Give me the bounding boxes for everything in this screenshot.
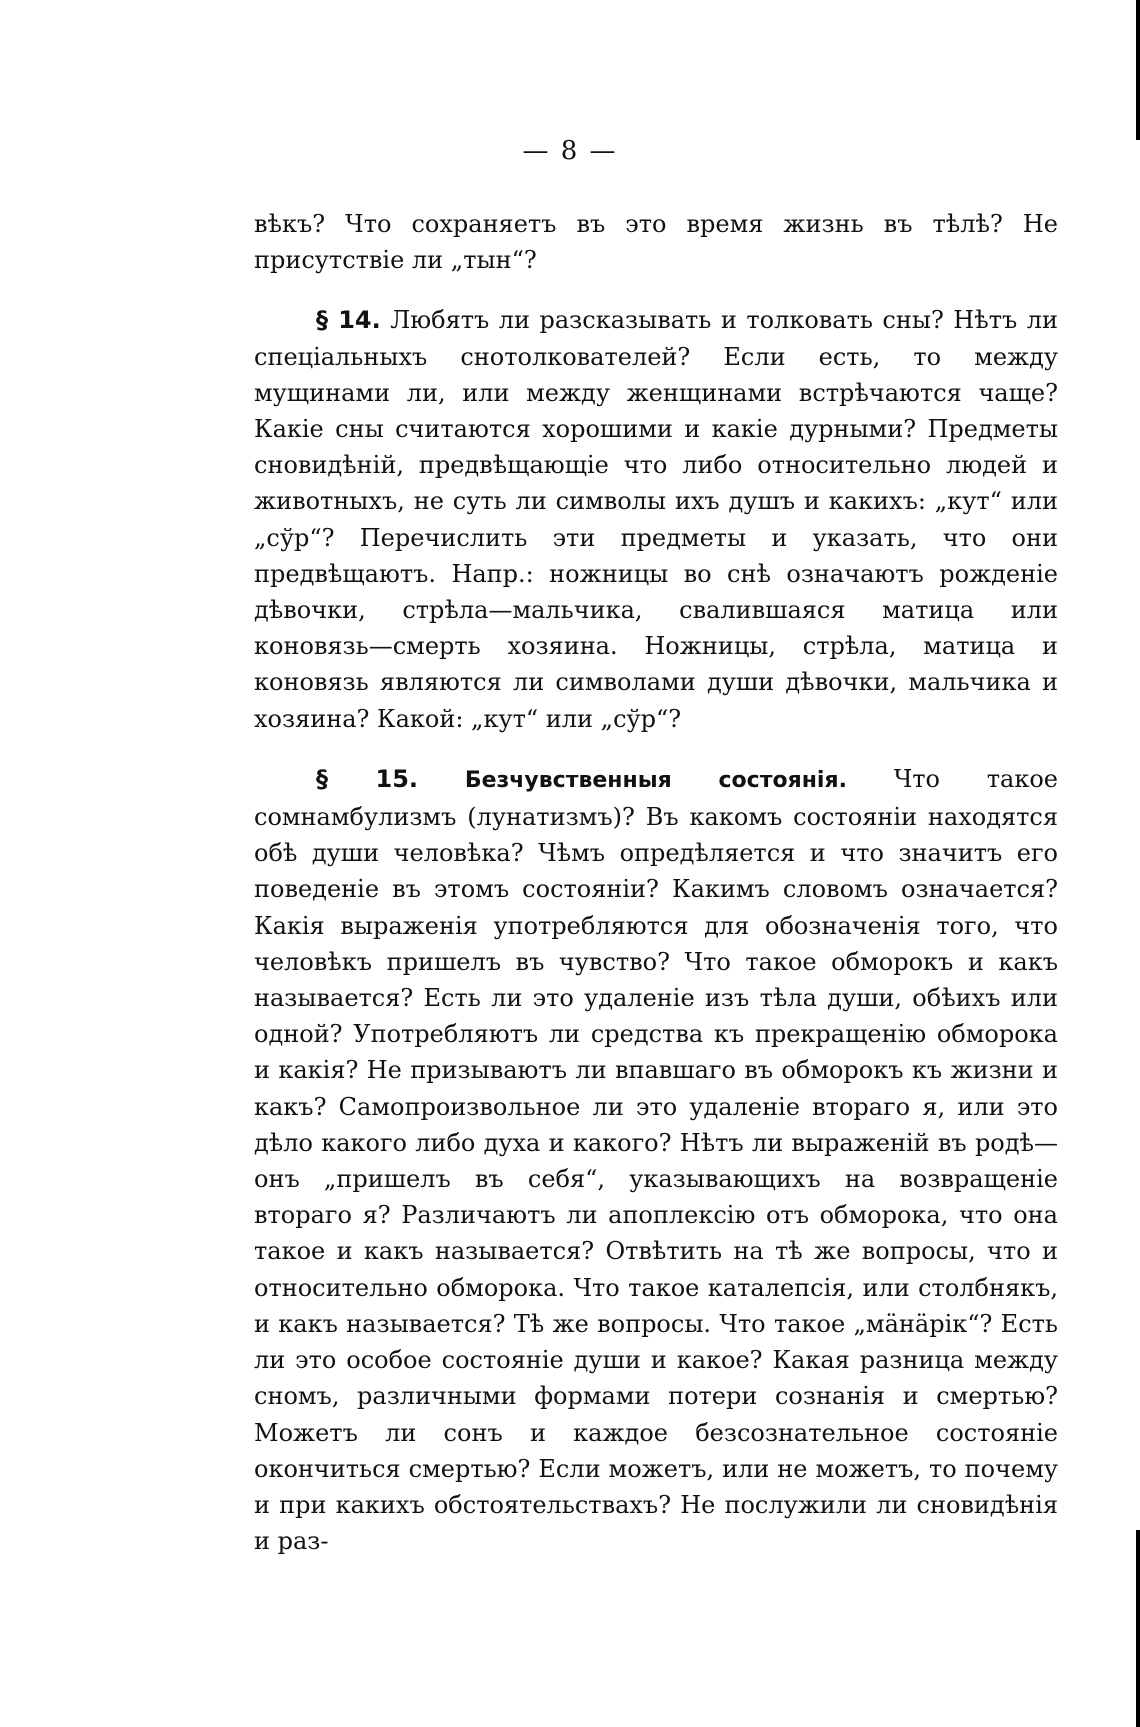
scan-edge-line-top [1136, 0, 1140, 140]
paragraph-continuation: вѣкъ? Что сохраняетъ въ это время жизнь въ тѣлѣ? Не присутствіе ли „тын“? [254, 210, 1058, 275]
paragraph-section-15 [254, 761, 1058, 1559]
paragraph-section-14 [254, 302, 1058, 736]
text-column [254, 206, 1058, 1559]
section-14-number: § 14. [316, 306, 381, 335]
section-15-number: § 15. [316, 764, 419, 793]
section-15-title: Безчувственныя состоянія. [418, 767, 847, 793]
page-number: — 8 — [522, 136, 618, 166]
section-14-body: Любятъ ли разсказывать и толковать сны? Нѣтъ ли спеціальныхъ снотолкователей? Если есть, то между мущинами ли, или между женщинами встрѣчаются чаще? Какіе сны считаются хорошими и какіе дурными? Предметы сновидѣній, предвѣщающіе что либо относительно людей и животныхъ, не суть ли символы ихъ душъ и какихъ: „кут“ или „сўр“? Перечислить эти предметы и указать, что они предвѣщаютъ. Напр.: ножницы во снѣ означаютъ рожденіе дѣвочки, стрѣла—мальчика, свалившаяся матица или коновязь—смерть хозяина. Ножницы, стрѣла, матица и коновязь являются ли символами души дѣвочки, мальчика и хозяина? Какой: „кут“ или „сўр“? [254, 306, 1058, 733]
section-15-body: Что такое сомнамбулизмъ (лунатизмъ)? Въ какомъ состояніи находятся обѣ души человѣка? Чѣмъ опредѣляется и что значитъ его поведеніе въ этомъ состояніи? Какимъ словомъ означается? Какія выраженія употребляются для обозначенія того, что человѣкъ пришелъ въ чувство? Что такое обморокъ и какъ называется? Есть ли это удаленіе изъ тѣла души, обѣихъ или одной? Употребляютъ ли средства къ прекращенію обморока и какія? Не призываютъ ли впавшаго въ обморокъ къ жизни и какъ? Самопроизвольное ли это удаленіе втораго я, или это дѣло какого либо духа и какого? Нѣтъ ли выраженій въ родѣ—онъ „пришелъ въ себя“, указывающихъ на возвращеніе втораго я? Различаютъ ли апоплексію отъ обморока, что она такое и какъ называется? Отвѣтить на тѣ же вопросы, что и относительно обморока. Что такое каталепсія, или столбнякъ, и какъ называется? Тѣ же вопросы. Что такое „мäнäрік“? Есть ли это особое состояніе души и какое? Какая разница между сномъ, различными формами потери сознанія и смертью? Можетъ ли сонъ и каждое безсознательное состояніе окончиться смертью? Если можетъ, или не можетъ, то почему и при какихъ обстоятельствахъ? Не послужили ли сновидѣнія и раз- [254, 764, 1058, 1556]
scan-edge-line-bottom [1136, 1530, 1140, 1727]
